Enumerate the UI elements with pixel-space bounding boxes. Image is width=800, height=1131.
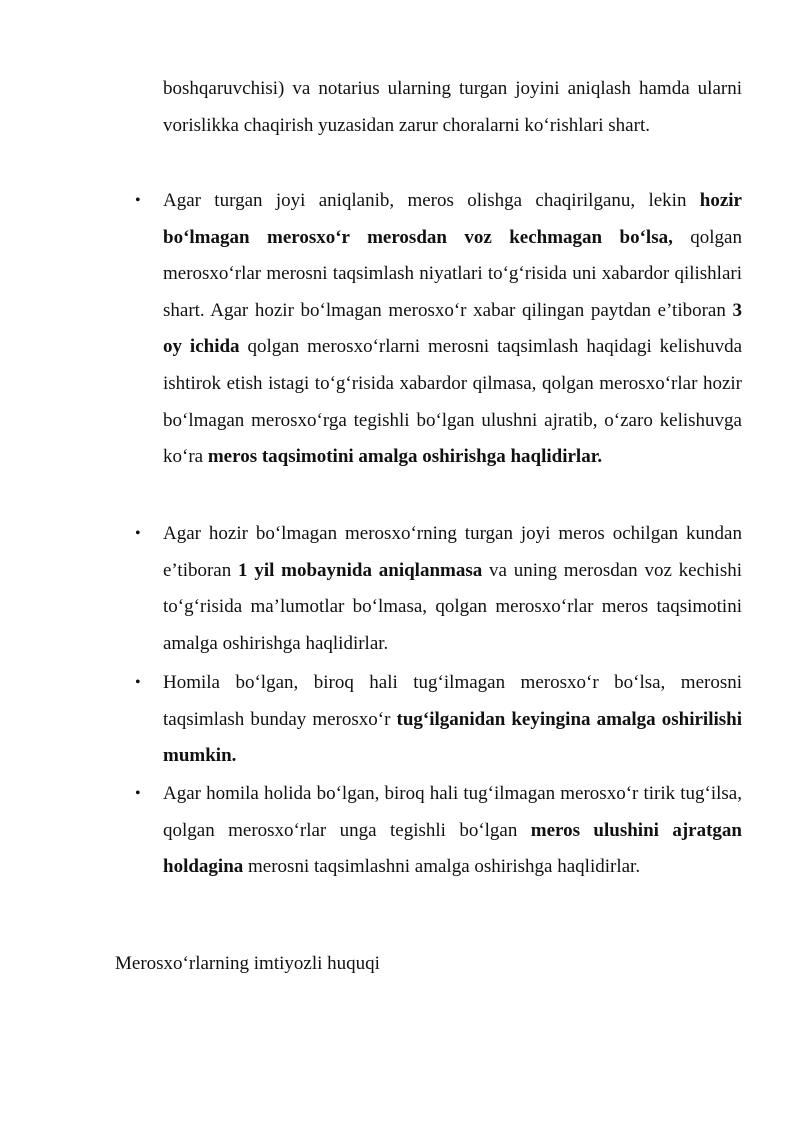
text-segment: qolgan merosxo‘rlar merosni taqsimlash niyatlari to‘g‘risida uni xabardor qilishlari shart. Agar hozir bo‘lmagan merosxo‘r xabar qilingan paytdan e’tiboran <box>163 226 742 321</box>
text-segment: Homila bo‘lgan, biroq hali tug‘ilmagan merosxo‘r bo‘lsa, merosni taqsimlash bunday merosxo‘r <box>163 672 742 730</box>
bold-segment: tug‘ilganidan keyingina amalga oshirilishi mumkin. <box>163 708 743 767</box>
text-segment: Agar homila holida bo‘lgan, biroq hali tug‘ilmagan merosxo‘r tirik tug‘ilsa, qolgan merosxo‘rlar unga tegishli bo‘lgan <box>163 783 742 841</box>
text-segment: merosni taqsimlashni amalga oshirishga haqlidirlar. <box>243 856 641 878</box>
bullet-text <box>163 776 742 886</box>
bold-segment: meros ulushini ajratgan holdagina <box>163 819 742 878</box>
bullet-text <box>163 665 742 775</box>
bold-segment: 3 oy ichida <box>163 299 742 358</box>
bullet-text <box>163 183 742 476</box>
continuation-paragraph: boshqaruvchisi) va notarius ularning turgan joyini aniqlash hamda ularni vorislikka chaqirish yuzasidan zarur choralarni ko‘rishlari shart. <box>163 78 742 136</box>
bold-segment: meros taqsimotini amalga oshirishga haqlidirlar. <box>207 446 603 468</box>
text-segment: qolgan merosxo‘rlarni merosni taqsimlash haqidagi kelishuvda ishtirok etish istagi to‘g‘risida xabardor qilmasa, qolgan merosxo‘rlar hozir bo‘lmagan merosxo‘rga tegishli bo‘lgan ulushni ajratib, o‘zaro kelishuvga ko‘ra <box>163 336 743 468</box>
text-segment: Agar turgan joyi aniqlanib, meros olishga chaqirilganu, lekin <box>163 190 700 211</box>
bullet-marker: • <box>135 674 141 691</box>
section-heading: Merosxo‘rlarning imtiyozli huquqi <box>115 953 380 974</box>
bullet-marker: • <box>135 785 141 802</box>
bullet-text <box>163 516 742 662</box>
bold-segment: 1 yil mobaynida aniqlanmasa <box>238 559 483 581</box>
text-segment: va uning merosdan voz kechishi to‘g‘risida ma’lumotlar bo‘lmasa, qolgan merosxo‘rlar meros taqsimotini amalga oshirishga haqlidirlar. <box>163 559 742 654</box>
bullet-marker: • <box>135 192 141 209</box>
bullet-marker: • <box>135 525 141 542</box>
text-segment: Agar hozir bo‘lmagan merosxo‘rning turgan joyi meros ochilgan kundan e’tiboran <box>163 523 742 581</box>
bold-segment: hozir bo‘lmagan merosxo‘r merosdan voz kechmagan bo‘lsa, <box>163 190 742 248</box>
